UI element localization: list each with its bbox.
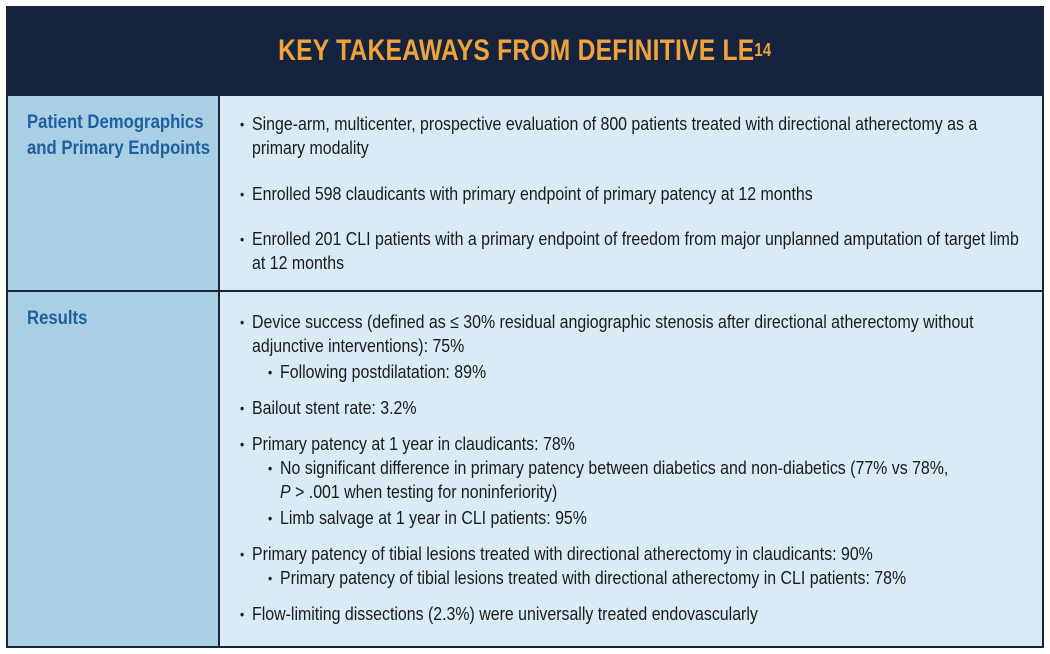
- row-content-cell: [220, 292, 1042, 646]
- reference-superscript: 14: [754, 40, 772, 60]
- bullet-item: • Flow-limiting dissections (2.3%) were universally treated endovascularly: [240, 602, 1031, 626]
- table-title: KEY TAKEAWAYS FROM DEFINITIVE LE$^{14}$: [278, 34, 772, 67]
- row-demographics: [8, 94, 1042, 290]
- row-content-cell: [220, 96, 1042, 290]
- row-label-results: Results: [27, 308, 88, 329]
- sub-bullet-item: • Primary patency of tibial lesions treated with directional atherectomy in CLI patients: 78%: [268, 566, 1025, 590]
- bullet-item: • Enrolled 201 CLI patients with a primary endpoint of freedom from major unplanned amputation of target limb at 12 months: [240, 227, 1031, 275]
- sub-bullet-item: • Limb salvage at 1 year in CLI patients: 95%: [268, 506, 1025, 530]
- sub-bullet-item: • No significant difference in primary patency between diabetics and non-diabetics (77% vs 78%, P > .001 when testing for noninferiority): [268, 456, 1025, 504]
- row-label-demographics: Patient Demographics and Primary Endpoints: [27, 112, 211, 159]
- row-results: [8, 290, 1042, 646]
- table-header: [8, 8, 1042, 94]
- row-label-cell: [8, 96, 220, 290]
- key-takeaways-table: [6, 6, 1044, 648]
- sub-bullet-item: • Following postdilatation: 89%: [268, 360, 1025, 384]
- bullet-item: • Bailout stent rate: 3.2%: [240, 396, 1031, 420]
- bullet-item: • Primary patency at 1 year in claudicants: 78%: [240, 432, 1031, 456]
- p-value-symbol: P: [280, 481, 291, 502]
- bullet-item: • Device success (defined as ≤ 30% residual angiographic stenosis after directional atherectomy without adjunctive interventions): 75%: [240, 310, 1031, 358]
- bullet-item: • Primary patency of tibial lesions treated with directional atherectomy in claudicants: 90%: [240, 542, 1031, 566]
- bullet-item: • Singe-arm, multicenter, prospective evaluation of 800 patients treated with directional atherectomy as a primary modality: [240, 112, 1031, 160]
- row-label-cell: [8, 292, 220, 646]
- bullet-item: • Enrolled 598 claudicants with primary endpoint of primary patency at 12 months: [240, 182, 1031, 206]
